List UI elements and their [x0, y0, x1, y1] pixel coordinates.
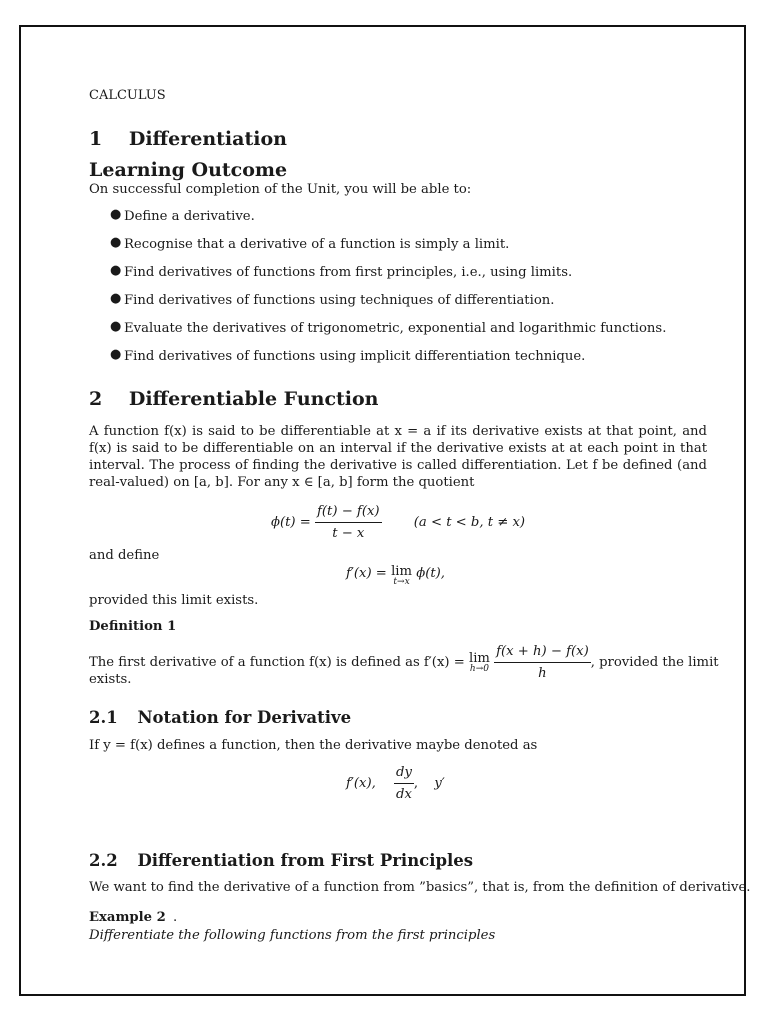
provided-text: provided this limit exists. [89, 593, 259, 608]
derivative-lhs: f′(x) = [346, 566, 387, 581]
definition-fraction [494, 643, 591, 682]
and-define-text: and define [89, 548, 160, 563]
section-2-heading [89, 388, 379, 410]
bullet-icon: ● [110, 291, 122, 306]
course-label: CALCULUS [89, 88, 166, 103]
example-text: Differentiate the following functions from the first principles [89, 928, 496, 943]
bullet-icon: ● [110, 263, 122, 278]
list-item: Define a derivative. [124, 209, 255, 224]
definition-statement [89, 643, 719, 682]
bullet-icon: ● [110, 347, 122, 362]
list-item: Recognise that a derivative of a function is simply a limit. [124, 237, 510, 252]
section-2-number: 2 [89, 388, 103, 410]
section-1-title: Differentiation [128, 128, 287, 150]
subsection-2-1-title: Notation for Derivative [137, 708, 352, 727]
quotient-fraction [315, 503, 382, 542]
derivative-limit-equation [346, 565, 445, 587]
definition-title: Definition 1 [89, 619, 177, 634]
notation-prime: f′(x), [346, 776, 376, 791]
quotient-condition: (a < t < b, t ≠ x) [413, 515, 526, 530]
example-title: Example 2 [89, 910, 166, 925]
example-heading: Example 2 . [89, 910, 178, 925]
bullet-icon: ● [110, 235, 122, 250]
bullet-icon: ● [110, 207, 122, 222]
subsection-2-2-heading [89, 851, 473, 870]
list-item: Find derivatives of functions from first principles, i.e., using limits. [124, 265, 573, 280]
definition-text-a: The first derivative of a function f(x) is defined as f′(x) = [89, 655, 465, 670]
definition-text-c: exists. [89, 672, 132, 687]
quotient-equation [271, 503, 525, 542]
notation-y-prime: y′ [434, 776, 445, 791]
quotient-numerator: f(t) − f(x) [317, 504, 380, 519]
list-item: Evaluate the derivatives of trigonometric, exponential and logarithmic functions. [124, 321, 667, 336]
subsection-2-1-number: 2.1 [89, 708, 118, 727]
quotient-lhs: ϕ(t) = [271, 515, 311, 530]
definition-limit-subscript: h→0 [469, 663, 489, 674]
notation-leibniz: $\frac{dy}{dx}$ [396, 765, 412, 802]
definition-text-b: , provided the limit [590, 655, 719, 670]
notation-forms: f′(x), $\frac{dy}{dx}$ , y′ [346, 765, 445, 802]
learning-intro: On successful completion of the Unit, you will be able to: [89, 182, 472, 197]
limit-operator: lim t→x [391, 564, 413, 587]
bullet-icon: ● [110, 319, 122, 334]
differentiable-paragraph: A function f(x) is said to be differentiable at x = a if its derivative exists at that point, and f(x) is said to be differentiable on an interval if the derivative exists at at each point in that interval. The process of finding the derivative is called differentiation. Let f be defined (and real-valued) on [a, b]. For any x ∈ [a, b] form the quotient [89, 424, 707, 490]
subsection-2-2-number: 2.2 [89, 851, 118, 870]
first-principles-text: We want to find the derivative of a function from ”basics”, that is, from the definition of derivative. [89, 880, 751, 895]
notation-text: If y = f(x) defines a function, then the derivative maybe denoted as [89, 738, 538, 753]
learning-outcome-title: Learning Outcome [89, 159, 288, 181]
section-1-heading [89, 128, 287, 150]
limit-subscript: t→x [393, 577, 410, 587]
definition-numerator: f(x + h) − f(x) [496, 644, 589, 659]
list-item: Find derivatives of functions using techniques of differentiation. [124, 293, 555, 308]
subsection-2-1-heading [89, 708, 351, 727]
quotient-denominator: t − x [315, 522, 382, 542]
list-item: Find derivatives of functions using implicit differentiation technique. [124, 349, 586, 364]
section-1-number: 1 [89, 128, 103, 150]
subsection-2-2-title: Differentiation from First Principles [137, 851, 474, 870]
section-2-title: Differentiable Function [128, 388, 379, 410]
definition-denominator: h [494, 662, 591, 682]
derivative-rhs: ϕ(t), [416, 566, 445, 581]
definition-limit: lim h→0 [468, 650, 490, 674]
